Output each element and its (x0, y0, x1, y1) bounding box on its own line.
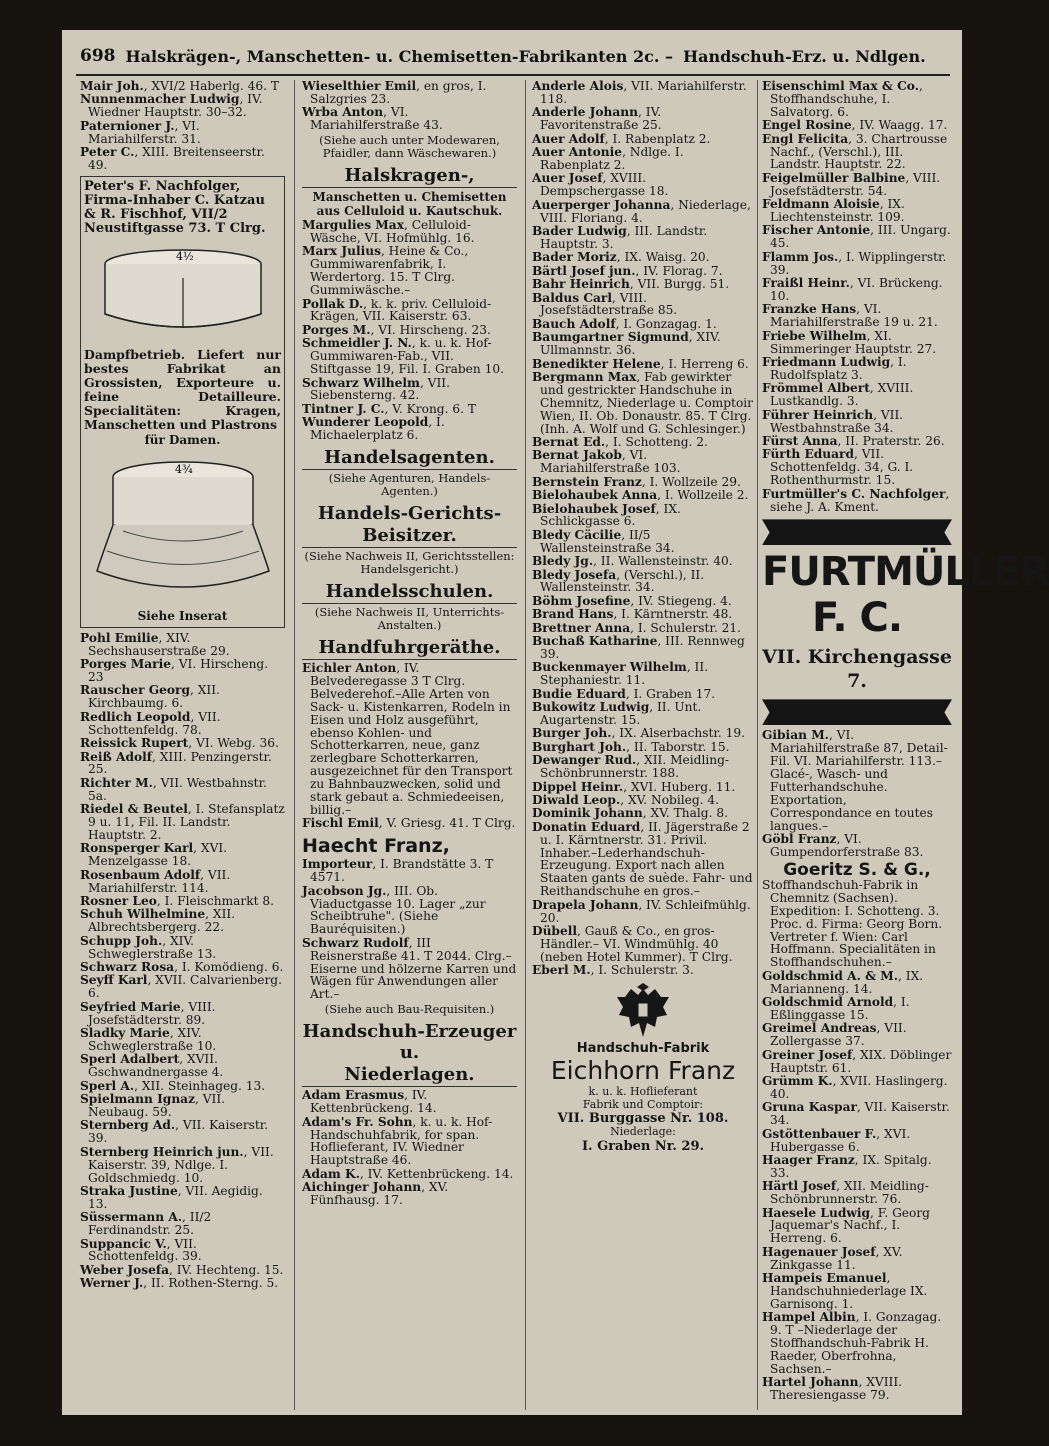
entry: Drapela Johann, IV. Schleifmühlg. 20. (532, 897, 751, 925)
entry: Engel Rosine, IV. Waagg. 17. (762, 118, 948, 133)
entry: Nunnenmacher Ludwig, IV. Wiedner Hauptstr. 30–32. (80, 92, 263, 120)
entry: Richter M., VII. Westbahnstr. 5a. (80, 775, 267, 803)
entry: Peter C., XIII. Breitenseerstr. 49. (80, 145, 265, 172)
entry: Diwald Leop., XV. Nobileg. 4. (532, 792, 720, 807)
column-3 (532, 80, 754, 1410)
entry: Sternberg Ad., VII. Kaiserstr. 39. (80, 1118, 269, 1146)
entry: Dübell, Gauß & Co., en gros-Händler.– VI. Windmühlg. 40 (neben Hotel Kummer). T Clrg. (532, 924, 733, 964)
collar-illustration (98, 242, 268, 342)
ad-firm-name: Eichhorn Franz (550, 1056, 736, 1086)
entry: Pollak D., k. k. priv. Celluloid-Krägen, VII. Kaiserstr. 63. (302, 296, 492, 324)
cross-reference: (Siehe Agenturen, Handels-Agenten.) (328, 471, 491, 499)
section-heading: Handfuhrgeräthe. (302, 637, 517, 660)
entry: Bledy Cäcilie, II/5 Wallensteinstraße 34. (532, 527, 675, 555)
entry: Tintner J. C., V. Krong. 6. T (302, 401, 476, 416)
entry: Goldschmid Arnold, I. Eßlinggasse 15. (762, 995, 910, 1022)
entry: Werner J., II. Rothen-Sterng. 5. (80, 1276, 279, 1291)
entry: Fürth Eduard, VII. Schottenfeldg. 34, G. I. Rothenthurmstr. 15. (762, 447, 914, 488)
entry: Führer Heinrich, VII. Westbahnstraße 34. (762, 407, 904, 435)
entry: Eichler Anton, IV. Belvederegasse 3 T Clrg. Belvederehof.–Alle Arten von Sack- u. Kistenkarren, Rodeln in Eisen und Holz ausgeführt, ebenso Kohlen- und Schotterkarren, neue, ganz zerlegbare Schotterkarren, ausgezeichnet für den Transport zu Bahnbauzwecken, solid und stark gebaut a. Schmiedeeisen, billig.– (302, 661, 513, 817)
entry: Feldmann Aloisie, IX. Liechtensteinstr. 109. (762, 197, 905, 225)
entry: Frömmel Albert, XVIII. Lustkandlg. 3. (762, 381, 914, 409)
entry: Bader Ludwig, III. Landstr. Hauptstr. 3. (532, 223, 708, 251)
entry: Brettner Anna, I. Schulerstr. 21. (532, 620, 741, 635)
entry: Marx Julius, Heine & Co., Gummiwarenfabrik, I. Werdertorg. 15. T Clrg. Gummiwäsche.– (302, 244, 469, 298)
entry: Adam's Fr. Sohn, k. u. k. Hof-Handschuhfabrik, for span. Hoflieferant, IV. Wiedner Hauptstraße 46. (302, 1114, 493, 1168)
collar-illustration (93, 453, 273, 603)
collar-size-label: 4¾ (174, 462, 193, 476)
ad-line: Fabrik und Comptoir: (582, 1097, 704, 1111)
entry: Mair Joh., XVI/2 Haberlg. 46. T (80, 79, 280, 93)
entry: Sladky Marie, XIV. Schweglerstraße 10. (80, 1026, 217, 1053)
entry: Grümm K., XVII. Haslingerg. 40. (762, 1073, 948, 1101)
entry: Reissick Rupert, VI. Webg. 36. (80, 736, 279, 751)
entry: Baldus Carl, VIII. Josefstädterstraße 85. (532, 290, 678, 318)
entry: Benedikter Helene, I. Herreng 6. (532, 356, 749, 371)
entry: Burghart Joh., II. Taborstr. 15. (532, 739, 730, 754)
entry: Sperl Adalbert, XVII. Gschwandnergasse 4. (80, 1052, 224, 1080)
entry: Sternberg Heinrich jun., VII. Kaiserstr. 39, Ndlge. I. Goldschmiedg. 10. (80, 1144, 274, 1185)
entry: Flamm Jos., I. Wipplingerstr. 39. (762, 249, 947, 277)
entry: Hampel Albin, I. Gonzagag. 9. T –Niederlage der Stoffhandschuh-Fabrik H. Raeder, Oberfrohna, Sachsen.– (762, 1310, 942, 1376)
entry: Burger Joh., IX. Alserbachstr. 19. (532, 726, 746, 741)
cross-reference: (Siehe auch Bau-Requisiten.) (324, 1002, 495, 1017)
entry: Pohl Emilie, XIV. Sechshauserstraße 29. (80, 630, 230, 658)
entry: Schupp Joh., XIV. Schweglerstraße 13. (80, 933, 217, 961)
entry: Auer Antonie, Ndlge. I. Rabenplatz 2. (532, 145, 684, 172)
double-eagle-icon (615, 983, 671, 1041)
entry: Friedmann Ludwig, I. Rudolfsplatz 3. (762, 355, 907, 382)
entry: Fischl Emil, V. Griesg. 41. T Clrg. (302, 816, 516, 831)
header-right-title: Handschuh-Erz. u. Ndlgen. (682, 46, 926, 66)
entry: Süssermann A., II/2 Ferdinandstr. 25. (80, 1210, 212, 1238)
ad-description: Dampfbetrieb. Liefert nur bestes Fabrikat an Grossisten, Exporteure u. feine Detailleure. Specialitäten: Kragen, Manschetten und Plastrons (84, 346, 281, 432)
entry: Goldschmid A. & M., IX. Marianneng. 14. (762, 968, 924, 996)
ad-line: k. u. k. Hoflieferant (588, 1085, 698, 1099)
entry: Rosenbaum Adolf, VII. Mariahilferstr. 114. (80, 867, 231, 895)
entry: Feigelmüller Balbine, VIII. Josefstädterstr. 54. (762, 170, 941, 198)
banner-ornament (762, 519, 952, 545)
cross-reference: (Siehe auch unter Modewaren, Pfaidler, dann Wäschewaren.) (319, 133, 500, 161)
entry: Redlich Leopold, VII. Schottenfeldg. 78. (80, 709, 221, 737)
entry: Engl Felicita, 3. Chartrousse Nachf., (Verschl.), III. Landstr. Hauptstr. 22. (762, 131, 948, 172)
entry: Jacobson Jg., III. Ob. Viaductgasse 10. Lager „zur Scheibtruhe". (Siehe Bauréquisiten.) (302, 883, 486, 937)
eichhorn-advertisement (532, 983, 754, 1153)
entry: Spielmann Ignaz, VII. Neubaug. 59. (80, 1092, 226, 1119)
entry: Greimel Andreas, VII. Zollergasse 37. (762, 1021, 907, 1049)
entry: Riedel & Beutel, I. Stefansplatz 9 u. 11, Fil. II. Landstr. Hauptstr. 2. (80, 802, 285, 842)
entry: Anderle Alois, VII. Mariahilferstr. 118. (532, 79, 747, 106)
banner-address: VII. Kirchengasse 7. (762, 646, 952, 693)
entry: Donatin Eduard, II. Jägerstraße 2 u. I. Kärntnerstr. 31. Privil. Inhaber.–Lederhandschuh-Erzeugung. Export nach allen Staaten gants de suède. Fahr- und Reithandschuhe en gros.– (532, 819, 753, 899)
entry: Gstöttenbauer F., XVI. Hubergasse 6. (762, 1126, 911, 1154)
directory-page (62, 30, 1049, 1415)
entry: Seyfried Marie, VIII. Josefstädterstr. 89. (80, 999, 216, 1027)
entry: Hartel Johann, XVIII. Theresiengasse 79. (762, 1375, 903, 1403)
section-subheading: Manschetten u. Chemisetten aus Celluloid u. Kautschuk. (312, 190, 507, 219)
ad-heading: Handschuh-Fabrik (576, 1041, 710, 1057)
ad-damen: für Damen. (144, 432, 221, 447)
entry: Eberl M., I. Schulerstr. 3. (532, 963, 694, 978)
entry: Haager Franz, IX. Spitalg. 33. (762, 1152, 932, 1180)
section-heading: Handelsagenten. (302, 447, 517, 470)
entry: Bärtl Josef jun., IV. Florag. 7. (532, 263, 723, 278)
entry: Auerperger Johanna, Niederlage, VIII. Floriang. 4. (532, 197, 751, 225)
entry: Franzke Hans, VI. Mariahilferstraße 19 u. 21. (762, 302, 938, 330)
entry: Gruna Kaspar, VII. Kaiserstr. 34. (762, 1100, 950, 1128)
column-4 (762, 79, 1049, 1410)
entry: Wunderer Leopold, I. Michaelerplatz 6. (302, 415, 445, 443)
entry: Böhm Josefine, IV. Stiegeng. 4. (532, 593, 732, 608)
entry: Bukowitz Ludwig, II. Unt. Augartenstr. 15. (532, 700, 702, 727)
entry: Rauscher Georg, XII. Kirchbaumg. 6. (80, 683, 220, 711)
section-heading: Beisitzer. (302, 525, 517, 548)
entry: Fischer Antonie, III. Ungarg. 45. (762, 223, 951, 251)
entry: Bielohaubek Anna, I. Wollzeile 2. (532, 488, 749, 503)
entry: Bauch Adolf, I. Gonzagag. 1. (532, 316, 717, 331)
header-rule (76, 74, 950, 76)
ad-see-insert: Siehe Inserat (137, 608, 228, 623)
column-divider (525, 80, 526, 1410)
section-heading: Handelsschulen. (302, 581, 517, 604)
entry: Haesele Ludwig, F. Georg Jaquemar's Nachf., I. Herreng. 6. (762, 1205, 930, 1246)
entry: Baumgartner Sigmund, XIV. Ullmannstr. 36. (532, 330, 721, 358)
entry: Hampeis Emanuel, Handschuhniederlage IX. Garnisong. 1. (762, 1271, 928, 1311)
entry: Porges M., VI. Hirscheng. 23. (302, 322, 491, 337)
entry: Porges Marie, VI. Hirscheng. 23 (80, 657, 269, 685)
entry: Ronsperger Karl, XVI. Menzelgasse 18. (80, 841, 228, 869)
entry: Fürst Anna, II. Praterstr. 26. (762, 433, 945, 448)
entry: Dippel Heinr., XVI. Huberg. 11. (532, 779, 736, 794)
page-number: 698 (80, 46, 116, 66)
haecht-name: Haecht Franz, (302, 835, 450, 858)
entry: Aichinger Johann, XV. Fünfhausg. 17. (302, 1180, 449, 1208)
banner-firm-name: FURTMÜLLER F. C. (762, 549, 1049, 642)
section-heading: Handschuh-Erzeuger u. (302, 1021, 517, 1064)
entry: Fraißl Heinr., VI. Brückeng. 10. (762, 276, 943, 303)
entry: Bergmann Max, Fab gewirkter und gestrickter Handschuhe in Chemnitz, Niederlage u. Comptoir Wien, II. Ob. Donaustr. 85. T Clrg. (Inh. A. Wolf und G. Schlesinger.) (532, 369, 754, 436)
peter-advertisement (80, 176, 285, 628)
banner-ornament (762, 699, 952, 725)
entry: Bader Moriz, IX. Waisg. 20. (532, 250, 710, 265)
entry-list (80, 632, 285, 1290)
entry: Bledy Jg., II. Wallensteinstr. 40. (532, 554, 733, 569)
entry: Rosner Leo, I. Fleischmarkt 8. (80, 893, 274, 908)
column-2 (302, 80, 517, 1410)
entry: Schuh Wilhelmine, XII. Albrechtsbergerg. 22. (80, 907, 236, 935)
entry: Bernstein Franz, I. Wollzeile 29. (532, 474, 741, 489)
ad-line: Niederlage: (610, 1125, 676, 1139)
entry: Importeur, I. Brandstätte 3. T 4571. (302, 857, 494, 885)
entry: Wieselthier Emil, en gros, I. Salzgries 23. (302, 79, 487, 106)
section-heading: Niederlagen. (302, 1064, 517, 1087)
ad-address: VII. Burggasse Nr. 108. (557, 1111, 729, 1127)
entry: Auer Josef, XVIII. Dempschergasse 18. (532, 171, 669, 199)
column-divider (757, 80, 758, 1410)
entry: Seyff Karl, XVII. Calvarienberg. 6. (80, 973, 282, 1001)
entry: Schwarz Rosa, I. Komödieng. 6. (80, 960, 284, 974)
entry: Budie Eduard, I. Graben 17. (532, 686, 716, 701)
entry: Bielohaubek Josef, IX. Schlickgasse 6. (532, 501, 681, 529)
collar-size-label: 4½ (175, 249, 194, 263)
entry: Adam Erasmus, IV. Kettenbrückeng. 14. (302, 1088, 437, 1116)
entry: Eisenschiml Max & Co., Stoffhandschuhe, I. Salvatorg. 6. (762, 79, 923, 119)
entry: Margulies Max, Celluloid-Wäsche, VI. Hofmühlg. 16. (302, 218, 475, 246)
page-header (80, 42, 950, 70)
goeritz-name: Goeritz S. & G., (783, 859, 931, 880)
header-left-title: Halskrägen-, Manschetten- u. Chemisetten-Fabrikanten 2c. – (125, 46, 673, 66)
ad-firm-name: Peter's F. Nachfolger, Firma-Inhaber C. Katzau & R. Fischhof, VII/2 Neustiftgasse 73. T Clrg. (84, 178, 266, 236)
entry: Adam K., IV. Kettenbrückeng. 14. (302, 1166, 514, 1181)
entry: Bledy Josefa, (Verschl.), II. Wallensteinstr. 34. (532, 567, 705, 595)
entry: Straka Justine, VII. Aegidig. 13. (80, 1183, 263, 1211)
entry: Auer Adolf, I. Rabenplatz 2. (532, 131, 711, 146)
entry: Brand Hans, I. Kärntnerstr. 48. (532, 607, 733, 622)
entry: Buckenmayer Wilhelm, II. Stephaniestr. 11. (532, 660, 709, 688)
entry: Suppancic V., VII. Schottenfeldg. 39. (80, 1236, 202, 1264)
entry: Anderle Johann, IV. Favoritenstraße 25. (532, 105, 662, 133)
furtmueller-banner (762, 519, 1049, 725)
entry: Dewanger Rud., XII. Meidling-Schönbrunnerstr. 188. (532, 753, 730, 781)
entry: Bahr Heinrich, VII. Burgg. 51. (532, 277, 730, 292)
entry: Dominik Johann, XV. Thalg. 8. (532, 806, 728, 821)
column-1 (80, 80, 285, 1410)
entry: Gibian M., VI. Mariahilferstraße 87, Detail-Fil. VI. Mariahilferstr. 113.–Glacé-, Wasch- und Futterhandschuhe. Exportation, Correspondance en toutes langues.– (762, 728, 948, 833)
entry: Sperl A., XII. Steinhageg. 13. (80, 1078, 266, 1093)
entry: Bernat Ed., I. Schotteng. 2. (532, 434, 708, 449)
entry: Bernat Jakob, VI. Mariahilferstraße 103. (532, 448, 681, 476)
entry: Paternioner J., VI. Mariahilferstr. 31. (80, 118, 201, 146)
entry: Reiß Adolf, XIII. Penzingerstr. 25. (80, 749, 272, 777)
entry: Buchaß Katharine, III. Rennweg 39. (532, 634, 745, 661)
entry: Göbl Franz, VI. Gumpendorferstraße 83. (762, 832, 924, 860)
entry: Härtl Josef, XII. Meidling-Schönbrunnerstr. 76. (762, 1179, 929, 1207)
entry: Weber Josefa, IV. Hechteng. 15. (80, 1262, 284, 1277)
section-heading: Handels-Gerichts- (317, 503, 502, 525)
entry: Hagenauer Josef, XV. Zinkgasse 11. (762, 1244, 903, 1272)
entry: Wrba Anton, VI. Mariahilferstraße 43. (302, 105, 443, 133)
entry: Schmeidler J. N., k. u. k. Hof-Gummiwaren-Fab., VII. Stiftgasse 19, Fil. I. Graben 10. (302, 336, 504, 377)
cross-reference: (Siehe Nachweis II, Gerichtsstellen: Handelsgericht.) (304, 549, 515, 577)
entry: Schwarz Rudolf, III Reisnerstraße 41. T 2044. Clrg.–Eiserne und hölzerne Karren und Wägen für Anwendungen aller Art.– (302, 935, 517, 1002)
entry: Greiner Josef, XIX. Döblinger Hauptstr. 61. (762, 1047, 952, 1075)
cross-reference: (Siehe Nachweis II, Unterrichts-Anstalten.) (314, 605, 505, 633)
entry: Friebe Wilhelm, XI. Simmeringer Hauptstr. 27. (762, 328, 937, 356)
entry: Stoffhandschuh-Fabrik in Chemnitz (Sachsen). Expedition: I. Schotteng. 3. Proc. d. Firma: Georg Born. Vertreter f. Wien: Carl Hoffmann. Specialitäten in Stoffhandschuhen.– (762, 877, 943, 970)
section-heading: Halskragen-, (302, 165, 517, 188)
ad-address: I. Graben Nr. 29. (581, 1138, 705, 1154)
column-divider (294, 80, 295, 1410)
entry: Furtmüller's C. Nachfolger, siehe J. A. Kment. (762, 486, 950, 514)
entry: Schwarz Wilhelm, VII. Siebensterng. 42. (302, 375, 450, 403)
